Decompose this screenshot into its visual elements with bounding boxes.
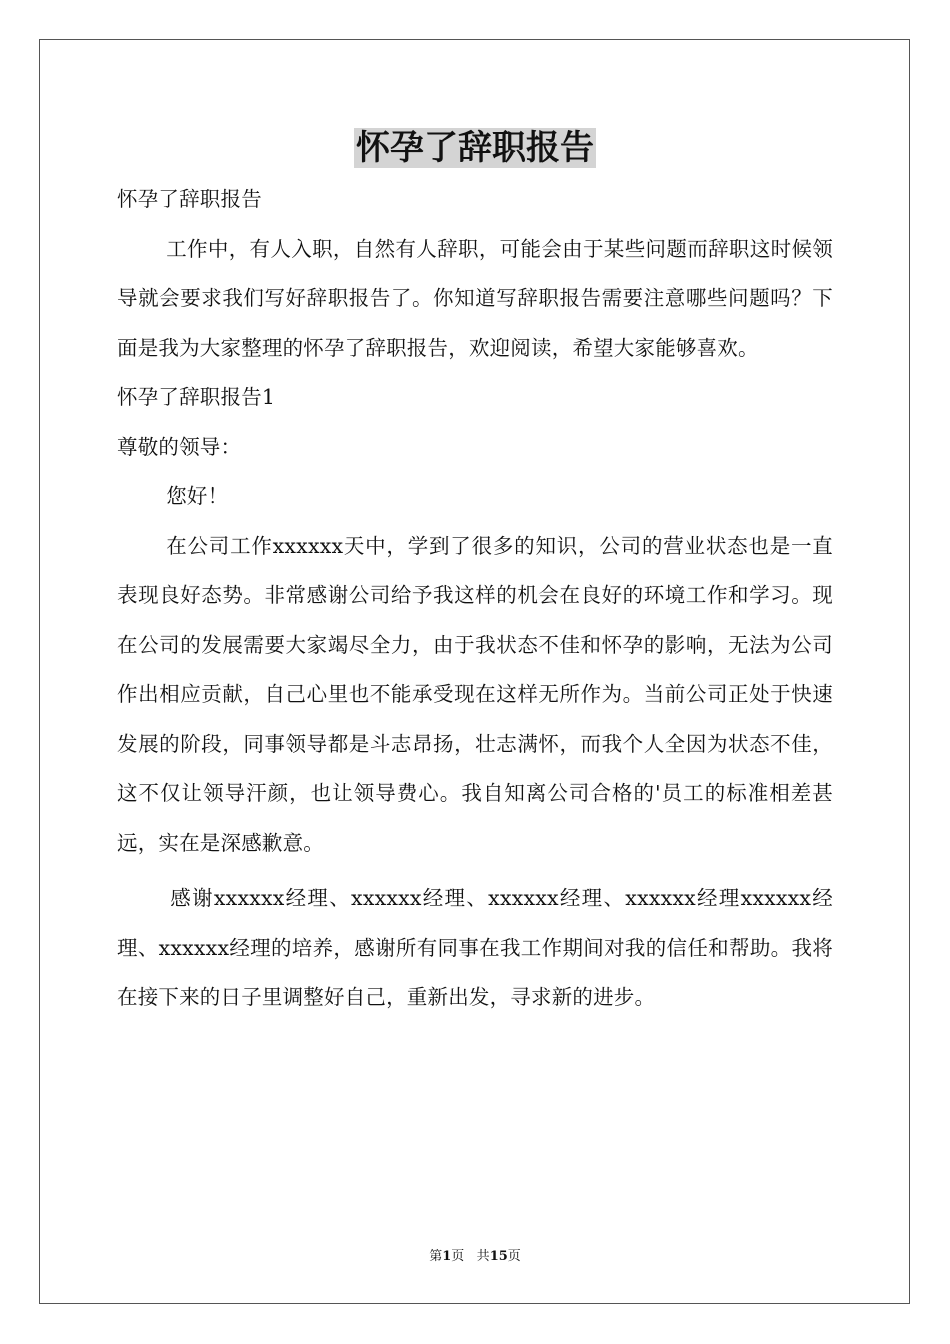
greeting: 您好！ — [166, 484, 229, 508]
body-paragraph-2: 感谢xxxxxx经理、xxxxxx经理、xxxxxx经理、xxxxxx经理xxxxxx经理、xxxxxx经理的培养，感谢所有同事在我工作期间对我的信任和帮助。我将在接下来的日子里调整好自己，重新出发，寻求新的进步。 — [117, 886, 833, 1009]
footer-page-prefix: 第 — [429, 1249, 443, 1264]
document-body — [117, 175, 833, 1023]
footer-total-prefix: 共 — [476, 1249, 490, 1264]
salutation: 尊敬的领导： — [117, 434, 242, 459]
intro-paragraph: 工作中，有人入职，自然有人辞职，可能会由于某些问题而辞职这时候领导就会要求我们写好辞职报告了。你知道写辞职报告需要注意哪些问题吗？下面是我为大家整理的怀孕了辞职报告，欢迎阅读，希望大家能够喜欢。 — [117, 236, 833, 360]
footer-total-suffix: 页 — [507, 1249, 521, 1264]
footer-total-pages: 15 — [489, 1249, 508, 1264]
document-title — [0, 124, 950, 172]
page-footer — [0, 1248, 950, 1266]
footer-page-number: 1 — [442, 1249, 452, 1264]
document-title-text: 怀孕了辞职报告 — [356, 128, 594, 168]
subtitle-paragraph: 怀孕了辞职报告 — [117, 187, 262, 211]
body-paragraph-1: 在公司工作xxxxxx天中，学到了很多的知识，公司的营业状态也是一直表现良好态势。非常感谢公司给予我这样的机会在良好的环境工作和学习。现在公司的发展需要大家竭尽全力，由于我状态不佳和怀孕的影响，无法为公司作出相应贡献，自己心里也不能承受现在这样无所作为。当前公司正处于快速发展的阶段，同事领导都是斗志昂扬，壮志满怀，而我个人全因为状态不佳，这不仅让领导汗颜，也让领导费心。我自知离公司合格的'员工的标准相差甚远，实在是深感歉意。 — [117, 533, 833, 855]
footer-page-suffix: 页 — [451, 1249, 465, 1264]
section-heading: 怀孕了辞职报告1 — [117, 385, 276, 409]
